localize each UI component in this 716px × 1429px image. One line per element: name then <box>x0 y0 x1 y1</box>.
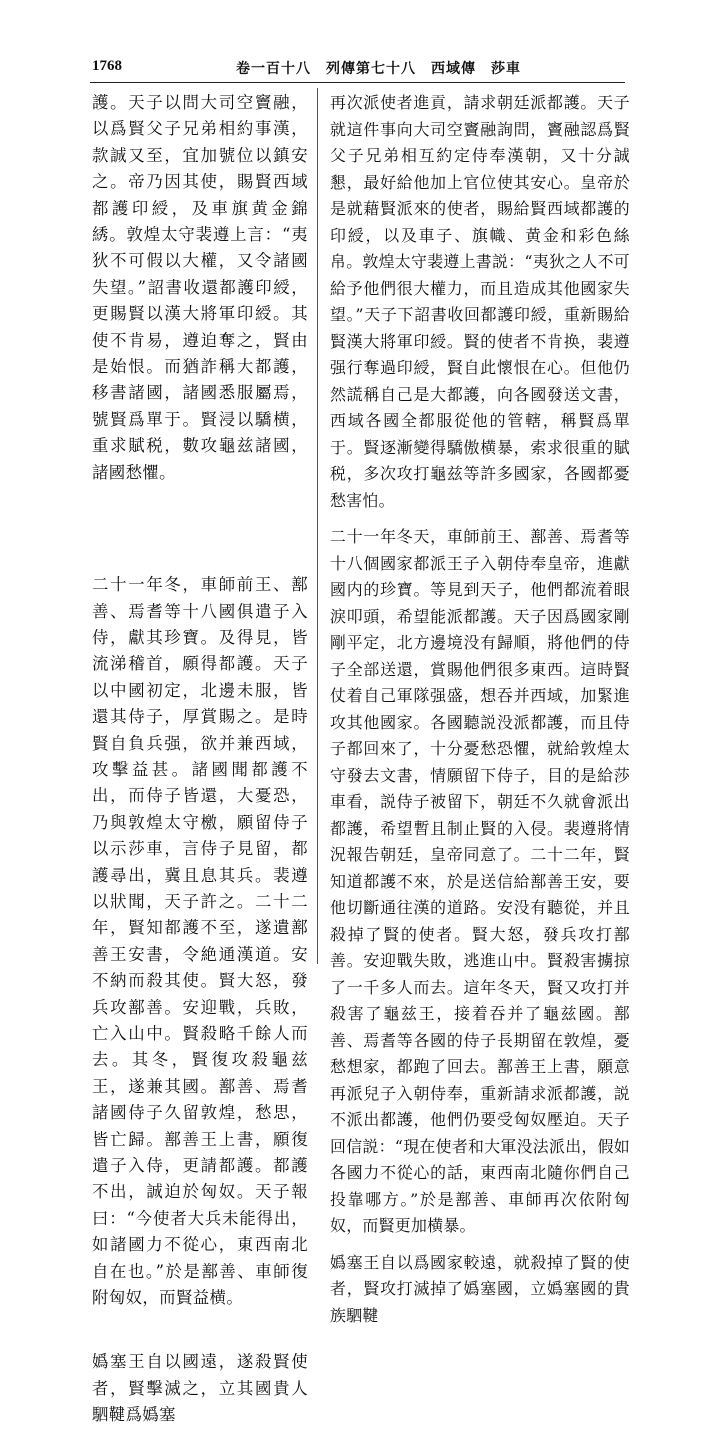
translation-paragraph: 再次派使者進貢，請求朝廷派都護。天子就這件事向大司空竇融詢問，竇融認爲賢父子兄弟相互約定侍奉漢朝，又十分誠懇，最好給他加上官位使其安心。皇帝於是就藉賢派來的使者，賜給賢西域都護的印綬，以及車子、旗幟、黄金和彩色絲帛。敦煌太守裴遵上書説：“夷狄之人不可給予他們很大權力，而且造成其他國家失望。”天子下詔書收回都護印綬，重新賜給賢漢大將軍印綬。賢的使者不肯换，裴遵强行奪過印綬，賢自此懷恨在心。但他仍然謊稱自己是大都護，向各國發送文書，西域各國全都服從他的管轄，稱賢爲單于。賢逐漸變得驕傲横暴，索求很重的賦税，多次攻打龜兹等許多國家，各國都憂愁害怕。 <box>330 93 630 510</box>
column-divider <box>317 88 318 964</box>
header-rule <box>90 82 625 83</box>
original-text-column <box>92 90 308 1429</box>
running-header: 卷一百十八 列傳第七十八 西域傳 莎車 <box>236 61 521 77</box>
original-paragraph: 嬀塞王自以國遠，遂殺賢使者，賢擊滅之，立其國貴人駟鞬爲嬀塞 <box>92 1352 308 1425</box>
page-number: 1768 <box>92 58 122 74</box>
original-paragraph: 二十一年冬，車師前王、鄯善、焉耆等十八國俱遣子入侍，獻其珍寶。及得見，皆流涕稽首，願得都護。天子以中國初定，北邊未服，皆還其侍子，厚賞賜之。是時賢自負兵强，欲并兼西域，攻擊益甚。諸國聞都護不出，而侍子皆還，大憂恐，乃與敦煌太守檄，願留侍子以示莎車，言侍子見留，都護尋出，冀且息其兵。裴遵以狀聞，天子許之。二十二年，賢知都護不至，遂遺鄯善王安書，令絶通漢道。安不納而殺其使。賢大怒，發兵攻鄯善。安迎戰，兵敗，亡入山中。賢殺略千餘人而去。其冬，賢復攻殺龜兹王，遂兼其國。鄯善、焉耆諸國侍子久留敦煌，愁思，皆亡歸。鄯善王上書，願復遣子入侍，更請都護。都護不出，誠迫於匈奴。天子報曰：“今使者大兵未能得出，如諸國力不從心，東西南北自在也。”於是鄯善、車師復附匈奴，而賢益横。 <box>92 575 308 1308</box>
translation-paragraph: 嬀塞王自以爲國家較遠，就殺掉了賢的使者，賢攻打滅掉了嬀塞國，立嬀塞國的貴族駟鞬 <box>330 1252 630 1325</box>
translation-paragraph: 二十一年冬天，車師前王、鄯善、焉耆等十八個國家都派王子入朝侍奉皇帝，進獻國内的珍寶。等見到天子，他們都流着眼淚叩頭，希望能派都護。天子因爲國家剛剛平定，北方邊境没有歸順，將他們的侍子全部送還，賞賜他們很多東西。這時賢仗着自己軍隊强盛，想吞并西域，加緊進攻其他國家。各國聽説没派都護，而且侍子都回來了，十分憂愁恐懼，就給敦煌太守發去文書，情願留下侍子，目的是給莎車看，説侍子被留下，朝廷不久就會派出都護，希望暫且制止賢的入侵。裴遵將情況報告朝廷，皇帝同意了。二十二年，賢知道都護不來，於是送信給鄯善王安，要他切斷通往漢的道路。安没有聽從，并且殺掉了賢的使者。賢大怒，發兵攻打鄯善。安迎戰失敗，逃進山中。賢殺害擄掠了一千多人而去。這年冬天，賢又攻打并殺害了龜兹王，接着吞并了龜兹國。鄯善、焉耆等各國的侍子長期留在敦煌，憂愁想家，都跑了回去。鄯善王上書，願意再派兒子入朝侍奉，重新請求派都護，説不派出都護，他們仍要受匈奴壓迫。天子回信説：“現在使者和大軍没法派出，假如各國力不從心的話，東西南北隨你們自己投靠哪方。”於是鄯善、車師再次依附匈奴，而賢更加横暴。 <box>330 527 630 1235</box>
translation-column <box>330 90 630 1329</box>
original-paragraph: 護。天子以問大司空竇融，以爲賢父子兄弟相約事漢，款誠又至，宜加號位以鎮安之。帝乃因其使，賜賢西域都護印綬，及車旗黄金錦綉。敦煌太守裴遵上言：“夷狄不可假以大權，又令諸國失望。”詔書收還都護印綬，更賜賢以漢大將軍印綬。其使不肯易，遵迫奪之，賢由是始恨。而猶詐稱大都護，移書諸國，諸國悉服屬焉，號賢爲單于。賢浸以驕横，重求賦税，數攻龜兹諸國，諸國愁懼。 <box>92 93 308 482</box>
